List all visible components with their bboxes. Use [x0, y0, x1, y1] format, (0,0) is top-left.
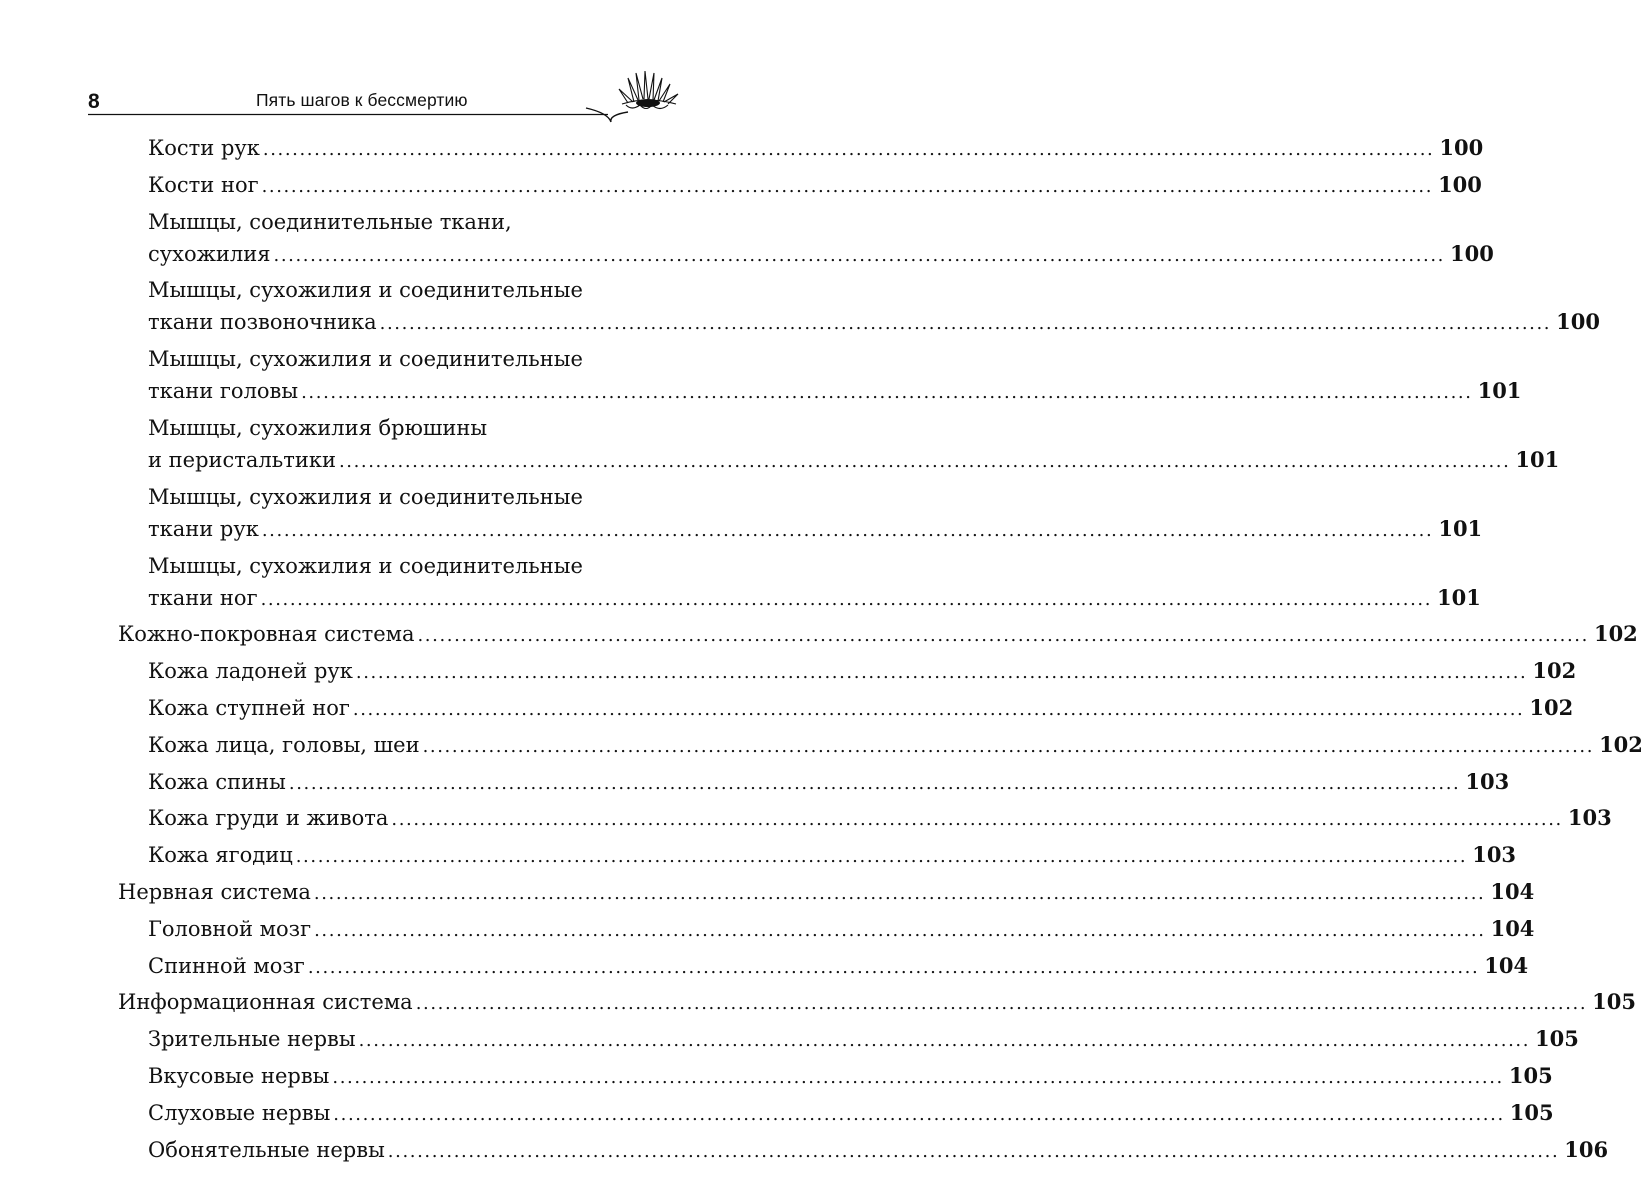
toc-entry-title: Кости ног [148, 172, 259, 197]
toc-entry-title: Головной мозг [148, 916, 312, 941]
toc-entry-title-line: Мышцы, соединительные ткани, [148, 209, 512, 234]
toc-entry-title-line: Мышцы, сухожилия и соединительные [148, 347, 583, 372]
toc-entry-title: сухожилия [148, 241, 271, 266]
dot-leader: ................................................................................................................................................................ [333, 1103, 1505, 1125]
toc-entry-row [118, 618, 1638, 652]
toc-page-number: 100 [1439, 135, 1484, 160]
toc-page-number: 105 [1508, 1062, 1553, 1088]
toc-page-number: 103 [1567, 805, 1612, 831]
toc-entry [118, 913, 1535, 947]
toc-entry [118, 206, 1494, 272]
toc-page-number: 100 [1438, 171, 1482, 197]
toc-entry [118, 802, 1612, 836]
toc-entry-row [148, 1097, 1554, 1131]
toc-entry [118, 481, 1483, 547]
toc-entry [118, 655, 1577, 689]
toc-entry-title: Информационная система [118, 990, 413, 1015]
toc-page-number: 101 [1477, 378, 1522, 404]
toc-entry-row [148, 132, 1484, 166]
toc-entry-title: Кожа ладоней рук [148, 659, 353, 684]
toc-page-number: 104 [1490, 878, 1535, 904]
toc-entry [118, 550, 1481, 616]
dot-leader: ................................................................................................................................................................ [262, 139, 1435, 160]
toc-entry-row [148, 766, 1510, 800]
dot-leader: ................................................................................................................................................................ [391, 809, 1563, 831]
toc-entry-row [148, 839, 1517, 873]
toc-entry-title: Обонятельные нервы [148, 1137, 385, 1162]
toc-page-number: 102 [1532, 658, 1577, 684]
toc-entry-row [148, 1060, 1553, 1094]
dot-leader: ................................................................................................................................................................ [301, 382, 1473, 404]
toc-page-number: 105 [1535, 1026, 1579, 1052]
toc-entry-title-line: Мышцы, сухожилия брюшины [148, 415, 488, 440]
dot-leader: ................................................................................................................................................................ [379, 313, 1552, 335]
toc-entry-title: и перистальтики [148, 447, 336, 472]
toc-entry [118, 839, 1517, 873]
dot-leader: ................................................................................................................................................................ [338, 450, 1511, 472]
toc-entry [118, 274, 1600, 340]
dot-leader: ................................................................................................................................................................ [355, 662, 1528, 684]
page-number: 8 [88, 90, 100, 113]
toc-entry-title-line: Мышцы, сухожилия и соединительные [148, 553, 583, 578]
toc-entry-row [148, 582, 1481, 616]
toc-entry [118, 169, 1482, 203]
toc-entry-title: Слуховые нервы [148, 1100, 331, 1125]
table-of-contents [118, 132, 1643, 1170]
toc-page-number: 105 [1509, 1099, 1554, 1125]
toc-page-number: 102 [1599, 731, 1643, 757]
toc-entry-row [148, 950, 1529, 984]
toc-entry-row [148, 692, 1574, 726]
toc-page-number: 101 [1438, 515, 1483, 541]
toc-page-number: 103 [1472, 842, 1517, 868]
dot-leader: ................................................................................................................................................................ [295, 846, 1468, 868]
toc-entry-title: Спинной мозг [148, 953, 305, 978]
toc-page-number: 100 [1449, 240, 1494, 266]
running-header [88, 84, 678, 124]
toc-entry-row [148, 513, 1483, 547]
toc-entry [118, 412, 1560, 478]
toc-entry-row [148, 444, 1560, 478]
toc-entry-title: Кожа спины [148, 769, 286, 794]
toc-entry-row [148, 169, 1482, 203]
toc-entry-row [148, 1134, 1609, 1168]
dot-leader: ................................................................................................................................................................ [288, 772, 1461, 794]
toc-page-number: 104 [1490, 915, 1535, 941]
dot-leader: ................................................................................................................................................................ [261, 519, 1434, 541]
toc-entry [118, 1023, 1579, 1057]
toc-entry-title: Кожа груди и живота [148, 806, 389, 831]
toc-entry-title: Кожно-покровная система [118, 622, 415, 647]
toc-entry-title-line: Мышцы, сухожилия и соединительные [148, 484, 583, 509]
toc-entry [118, 132, 1484, 166]
toc-entry-title: Кожа лица, головы, шеи [148, 732, 420, 757]
toc-entry [118, 1134, 1609, 1168]
toc-entry [118, 766, 1510, 800]
dot-leader: ................................................................................................................................................................ [387, 1140, 1560, 1162]
running-title: Пять шагов к бессмертию [256, 90, 468, 110]
toc-entry-title: Кожа ступней ног [148, 695, 350, 720]
dot-leader: ................................................................................................................................................................ [415, 993, 1588, 1015]
dot-leader: ................................................................................................................................................................ [352, 698, 1525, 720]
toc-page-number: 101 [1437, 584, 1481, 610]
toc-entry-title: ткани головы [148, 379, 299, 404]
dot-leader: ................................................................................................................................................................ [307, 956, 1480, 978]
toc-entry-title: Кости рук [148, 136, 260, 160]
dot-leader: ................................................................................................................................................................ [417, 625, 1589, 647]
dot-leader: ................................................................................................................................................................ [332, 1066, 1504, 1088]
toc-entry-title: Вкусовые нервы [148, 1063, 330, 1088]
toc-entry-row [118, 876, 1535, 910]
toc-entry [118, 729, 1643, 763]
toc-entry-row [118, 986, 1636, 1020]
dot-leader: ................................................................................................................................................................ [314, 919, 1486, 941]
toc-entry-title: Нервная система [118, 879, 311, 904]
toc-page-number: 104 [1484, 952, 1529, 978]
toc-entry-row [148, 802, 1612, 836]
dot-leader: ................................................................................................................................................................ [358, 1030, 1531, 1052]
toc-entry-title: ткани ног [148, 585, 258, 610]
toc-page-number: 100 [1556, 309, 1600, 335]
dot-leader: ................................................................................................................................................................ [422, 735, 1595, 757]
toc-entry [118, 618, 1638, 652]
toc-entry-title: Кожа ягодиц [148, 843, 293, 868]
toc-entry-row [148, 1023, 1579, 1057]
toc-entry-title: Зрительные нервы [148, 1027, 356, 1052]
toc-entry-row [148, 729, 1643, 763]
toc-entry-row [148, 375, 1522, 409]
dot-leader: ................................................................................................................................................................ [313, 882, 1486, 904]
toc-page-number: 101 [1515, 446, 1560, 472]
toc-page-number: 102 [1529, 694, 1574, 720]
toc-entry [118, 986, 1636, 1020]
toc-page-number: 105 [1592, 989, 1636, 1015]
toc-entry [118, 1060, 1553, 1094]
dot-leader: ................................................................................................................................................................ [260, 588, 1433, 610]
toc-entry-title: ткани позвоночника [148, 310, 377, 335]
toc-entry [118, 876, 1535, 910]
toc-entry-row [148, 238, 1494, 272]
toc-entry [118, 1097, 1554, 1131]
toc-entry [118, 950, 1529, 984]
toc-entry-title: ткани рук [148, 516, 259, 541]
sunflower-ornament-icon [614, 70, 680, 116]
toc-entry [118, 692, 1574, 726]
dot-leader: ................................................................................................................................................................ [261, 175, 1434, 197]
toc-page-number: 106 [1564, 1136, 1609, 1162]
toc-page-number: 103 [1465, 768, 1510, 794]
dot-leader: ................................................................................................................................................................ [273, 244, 1445, 266]
toc-entry-title-line: Мышцы, сухожилия и соединительные [148, 278, 583, 303]
toc-entry-row [148, 655, 1577, 689]
toc-entry-row [148, 913, 1535, 947]
toc-entry [118, 343, 1522, 409]
toc-entry-row [148, 306, 1600, 340]
toc-page-number: 102 [1593, 621, 1638, 647]
